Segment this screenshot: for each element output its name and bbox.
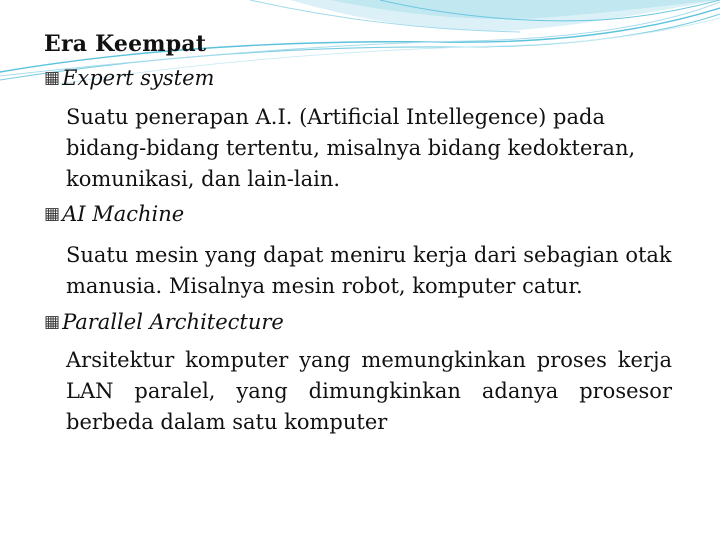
item-heading-text: Expert system [62, 66, 215, 90]
bullet-icon: ▦ [44, 204, 61, 224]
item-body-ai-machine: Suatu mesin yang dapat meniru kerja dari sebagian otak manusia. Misalnya mesin robot, komputer catur. [66, 243, 672, 298]
bullet-icon: ▦ [44, 68, 61, 88]
item-heading-parallel-architecture [44, 310, 284, 334]
item-heading-ai-machine [44, 202, 184, 226]
item-body-parallel-architecture: Arsitektur komputer yang memungkinkan proses kerja LAN paralel, yang dimungkinkan adanya prosesor berbeda dalam satu komputer [66, 348, 672, 434]
item-heading-expert-system [44, 66, 214, 90]
item-heading-text: Parallel Architecture [62, 310, 284, 334]
item-body-expert-system: Suatu penerapan A.I. (Artificial Intellegence) pada bidang-bidang tertentu, misalnya bidang kedokteran, komunikasi, dan lain-lain. [66, 105, 636, 191]
bullet-icon: ▦ [44, 312, 61, 332]
item-heading-text: AI Machine [62, 202, 185, 226]
slide-title: Era Keempat [44, 31, 207, 57]
